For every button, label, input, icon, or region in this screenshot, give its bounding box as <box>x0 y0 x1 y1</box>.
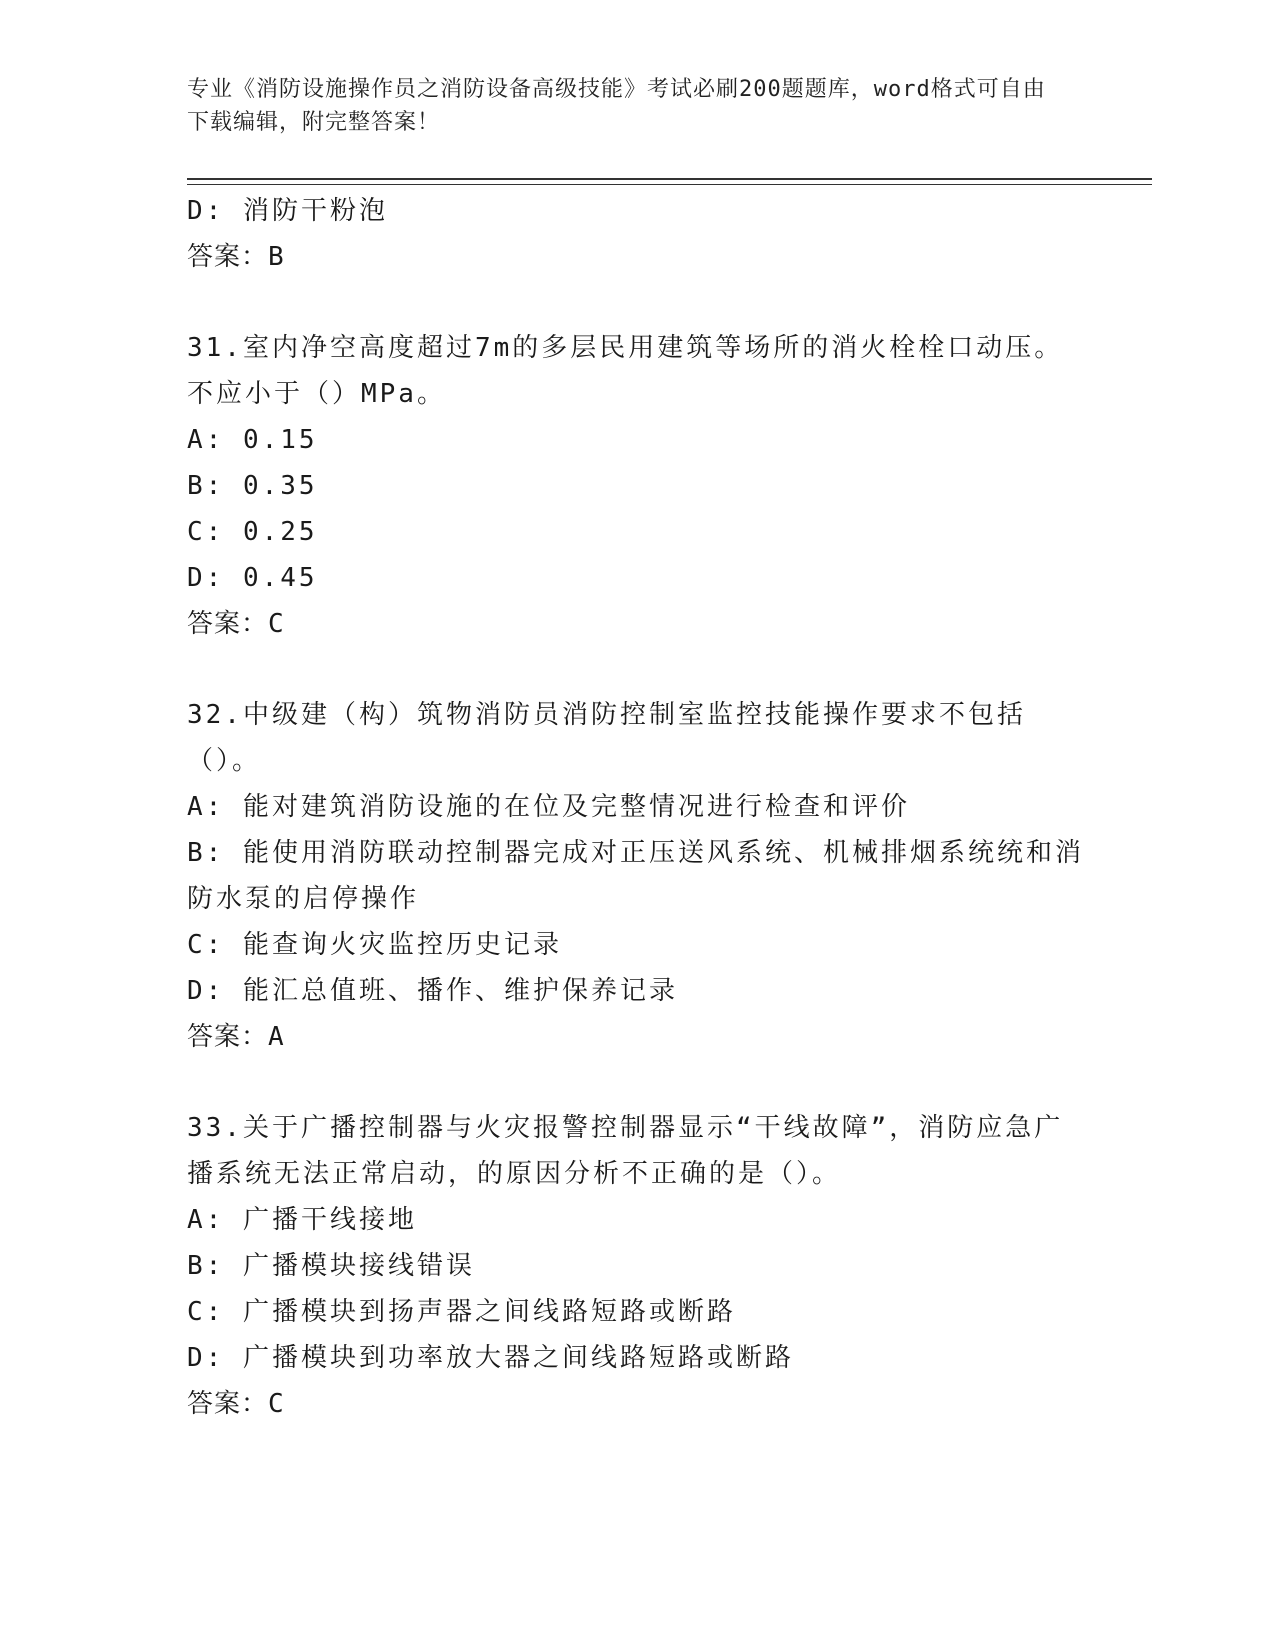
option-b: B: 能使用消防联动控制器完成对正压送风系统、机械排烟系统统和消防水泵的启停操作 <box>187 838 1084 914</box>
answer-line: 答案：A <box>187 1022 285 1052</box>
answer-line: 答案：C <box>187 609 285 639</box>
answer-line: 答案：B <box>187 242 285 272</box>
option-d: D: 消防干粉泡 <box>187 196 388 226</box>
carryover-question <box>187 188 1087 280</box>
answer-line: 答案：C <box>187 1389 285 1419</box>
option-b: B: 0.35 <box>187 471 318 501</box>
question-32 <box>187 692 1087 1060</box>
header-divider-thick <box>187 178 1152 180</box>
document-header: 专业《消防设施操作员之消防设备高级技能》考试必刷200题题库，word格式可自由下载编辑，附完整答案！ <box>187 77 1046 135</box>
option-b: B: 广播模块接线错误 <box>187 1251 475 1281</box>
option-c: C: 广播模块到扬声器之间线路短路或断路 <box>187 1297 736 1327</box>
option-d: D: 广播模块到功率放大器之间线路短路或断路 <box>187 1343 794 1373</box>
question-stem: 32.中级建（构）筑物消防员消防控制室监控技能操作要求不包括（）。 <box>187 700 1026 776</box>
document-body <box>187 188 1087 1427</box>
header-divider-thin <box>187 184 1152 185</box>
question-stem: 31.室内净空高度超过7m的多层民用建筑等场所的消火栓栓口动压。不应小于（）MPa。 <box>187 333 1064 409</box>
option-a: A: 能对建筑消防设施的在位及完整情况进行检查和评价 <box>187 792 910 822</box>
option-a: A: 广播干线接地 <box>187 1205 417 1235</box>
option-d: D: 能汇总值班、播作、维护保养记录 <box>187 976 678 1006</box>
question-stem: 33.关于广播控制器与火灾报警控制器显示“干线故障”，消防应急广播系统无法正常启动，的原因分析不正确的是（）。 <box>187 1113 1064 1189</box>
option-a: A: 0.15 <box>187 425 318 455</box>
option-c: C: 0.25 <box>187 517 318 547</box>
question-31 <box>187 325 1087 647</box>
option-c: C: 能查询火灾监控历史记录 <box>187 930 562 960</box>
option-d: D: 0.45 <box>187 563 318 593</box>
question-33 <box>187 1105 1087 1427</box>
